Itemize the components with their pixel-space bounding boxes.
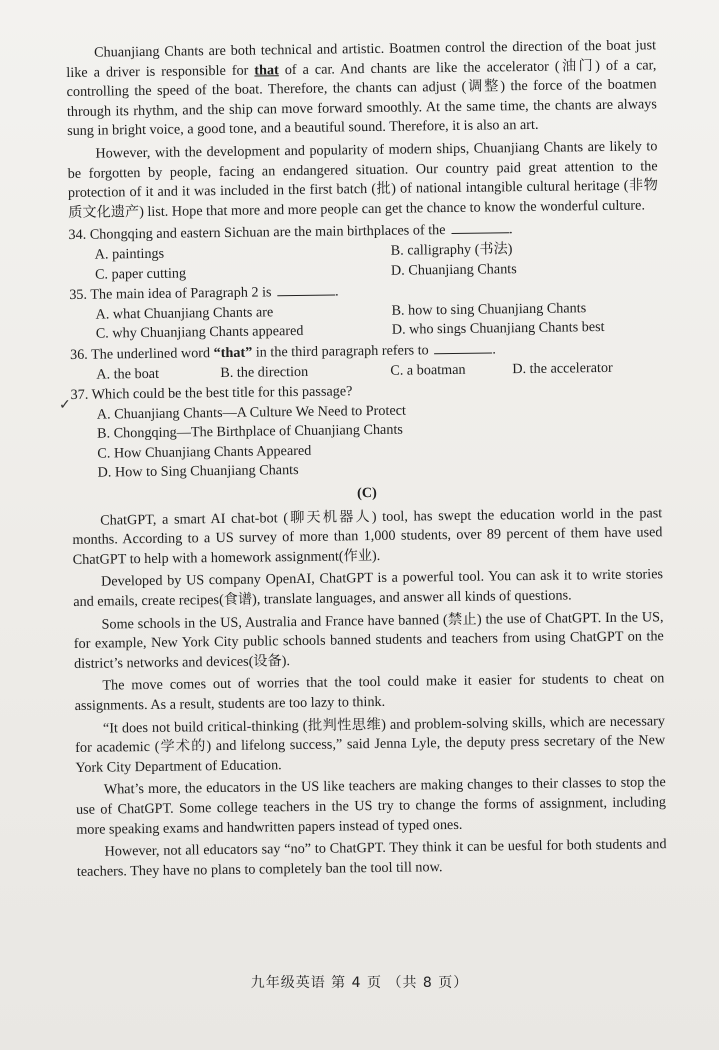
stem-end: . (334, 283, 339, 300)
underlined-word: that (254, 61, 279, 79)
passage-c-paragraph-7: However, not all educators say “no” to ChatGPT. They think it can be uesful for both students and teachers. They have no plans to completely ban the tool till now. (76, 836, 667, 880)
option-d: D. who sings Chuanjiang Chants best (391, 319, 605, 339)
stem-end: . (508, 221, 513, 238)
option-d: D. How to Sing Chuanjiang Chants (97, 462, 299, 482)
passage-b-paragraph-1 (66, 36, 657, 142)
stem-text: in the third paragraph refers to (255, 342, 429, 361)
options (69, 298, 659, 345)
option-a: A. the boat (96, 365, 160, 383)
option-c: C. a boatman (390, 361, 466, 379)
passage-text: of a car. And chants are like the accelerator (油门) of a car, controlling the speed of the boat. Therefore, the chants can adjust (调整) the force of the boatmen through its rhythm, and the ship can move forward smoothly. At the same time, the chants are always sung in bright voice, a good tone, and a beautiful sound. Therefore, it is also an art. (66, 56, 657, 140)
stem-text: 35. The main idea of Paragraph 2 is (69, 284, 272, 304)
option-b: B. the direction (220, 363, 309, 381)
passage-c-paragraph-1: ChatGPT, a smart AI chat-bot (聊天机器人) tool, has swept the education world in the past months. According to a US survey of more than 1,000 students, over 89 percent of them have used ChatGPT to help with a homework assignment(作业). (72, 504, 663, 568)
option-c: C. paper cutting (94, 264, 187, 283)
option-a: A. Chuanjiang Chants—A Culture We Need to Protect (96, 402, 407, 423)
option-d: D. the accelerator (512, 359, 613, 377)
question-36 (70, 338, 660, 385)
passage-text: Chuanjiang Chants are both technical and artistic. Boatmen control the direction of the boat just like a driver is responsible for (66, 37, 657, 81)
section-heading-c: (C) (356, 485, 377, 502)
passage-b-paragraph-2: However, with the development and popularity of modern ships, Chuanjiang Chants are likely to be forgotten by people, facing an endangered situation. Our country paid great attention to the protection of it and it was included in the first batch (批) of national intangible cultural heritage (非物质文化遗产) list. Hope that more and more people can get the chance to know the wonderful culture. (67, 138, 659, 221)
stem-end: . (492, 341, 496, 358)
stem-text: 34. Chongqing and eastern Sichuan are the main birthplaces of the (68, 222, 446, 244)
answer-blank (277, 295, 335, 297)
question-34 (68, 219, 659, 285)
passage-c-paragraph-6: What’s more, the educators in the US like teachers are making changes to their classes to stop the use of ChatGPT. Some college teachers in the US try to change the forms of assignment, including more speaking exams and handwritten papers instead of typed ones. (75, 774, 667, 838)
option-c: C. why Chuanjiang Chants appeared (95, 323, 304, 342)
page-footer: 九年级英语 第 4 页 （共 8 页） (250, 975, 469, 991)
page-content (66, 36, 667, 885)
passage-c-paragraph-2: Developed by US company OpenAI, ChatGPT is a powerful tool. You can ask it to write stories and emails, create recipes(食谱), translate languages, and answer all kinds of questions. (73, 566, 664, 610)
pen-mark: ✓ (59, 398, 71, 413)
question-35 (69, 278, 660, 344)
answer-blank (434, 352, 492, 354)
stem-keyword: “that” (213, 344, 253, 361)
option-b: B. how to sing Chuanjiang Chants (391, 299, 587, 319)
option-a: A. what Chuanjiang Chants are (95, 304, 274, 323)
passage-c-paragraph-3: Some schools in the US, Australia and France have banned (禁止) the use of ChatGPT. In the US, for example, New York City public schools banned students and teachers from using ChatGPT on the district’s networks and devices(设备). (73, 608, 664, 672)
passage-c-paragraph-5: “It does not build critical-thinking (批判性思维) and problem-solving skills, which are necessary for academic (学术的) and lifelong success,” said Jenna Lyle, the deputy press secretary of the New York City Department of Education. (75, 712, 666, 776)
options (69, 238, 659, 285)
question-37 (70, 378, 661, 484)
option-c: C. How Chuanjiang Chants Appeared (97, 442, 312, 462)
question-stem: 37. Which could be the best title for this passage? (70, 383, 353, 404)
option-b: B. Chongqing—The Birthplace of Chuanjiang Chants (97, 421, 403, 442)
passage-c-paragraph-4: The move comes out of worries that the tool could make it easier for students to cheat on assignments. As a result, students are too lazy to think. (74, 670, 665, 714)
option-d: D. Chuanjiang Chants (390, 260, 517, 279)
stem-text: 36. The underlined word (69, 345, 211, 363)
answer-blank (451, 233, 509, 235)
option-b: B. calligraphy (书法) (390, 241, 513, 259)
option-a: A. paintings (94, 245, 165, 263)
